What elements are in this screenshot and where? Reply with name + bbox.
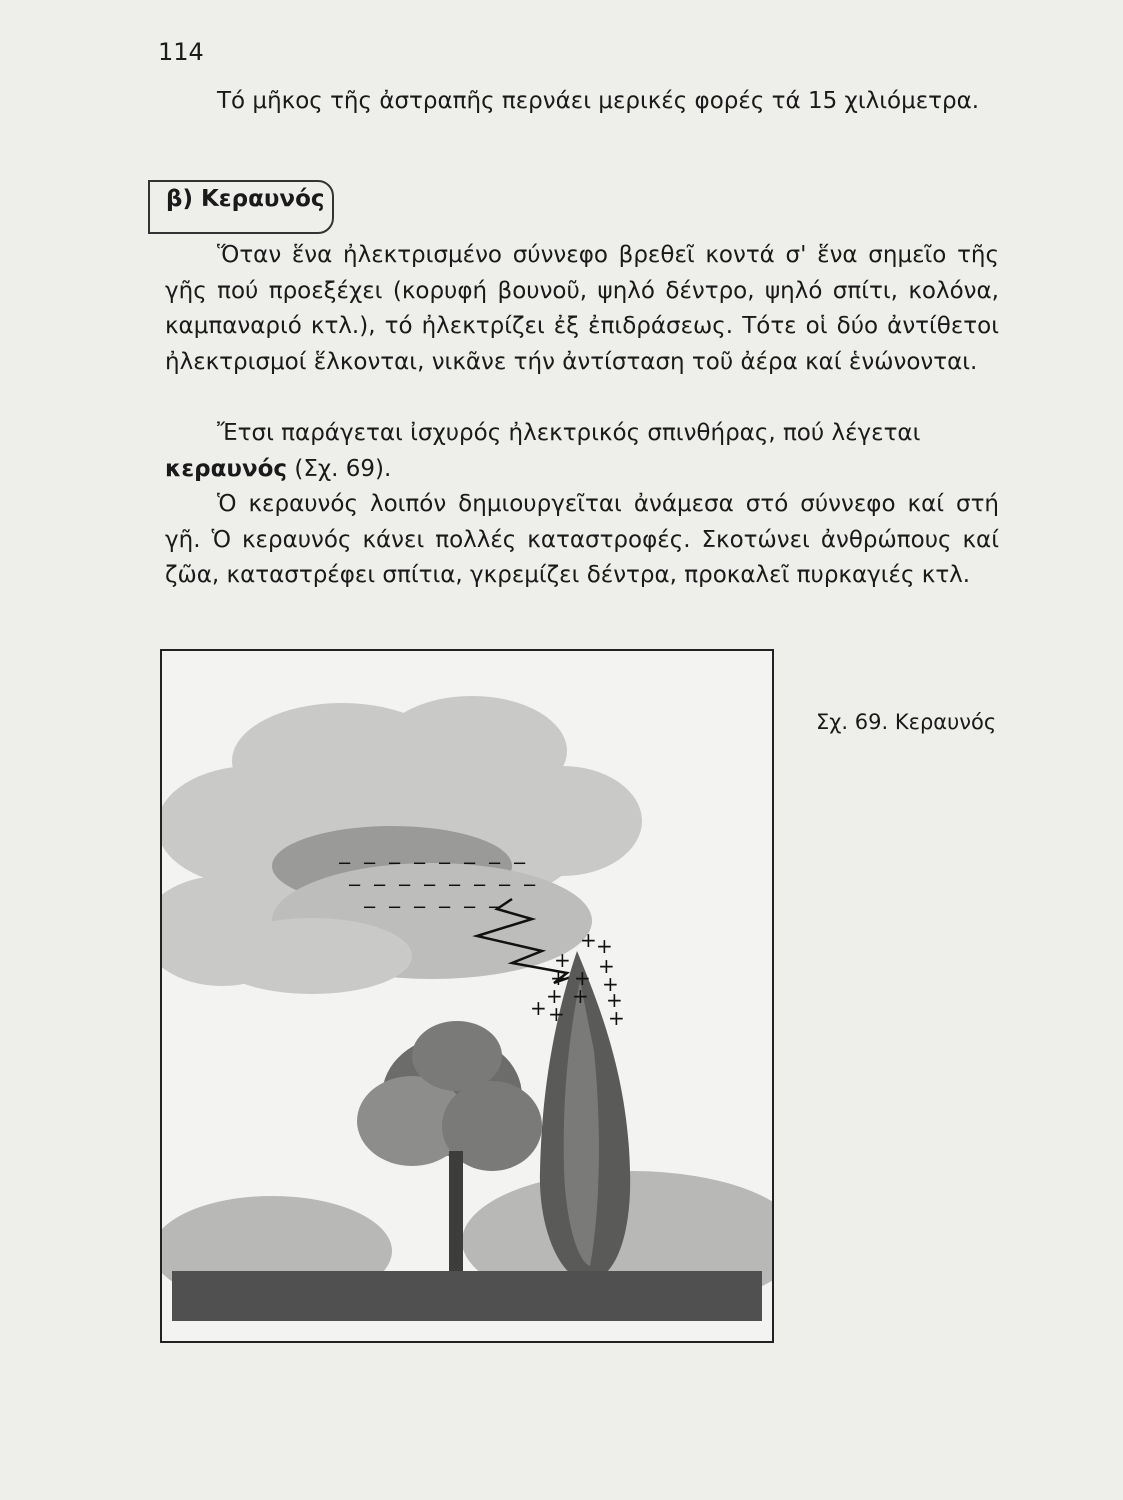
paragraph-charged-cloud: Ὅταν ἕνα ἠλεκτρισμένο σύννεφο βρεθεῖ κοντά σ' ἕνα σημεῖο τῆς γῆς πού προεξέχει (κορυφή βουνοῦ, ψηλό δέντρο, ψηλό σπίτι, κολόνα, καμπαναριό κτλ.), τό ἠλεκτρίζει ἐξ ἐπιδράσεως. Τότε οἱ δύο ἀντίθετοι ἠλεκτρισμοί ἕλκονται, νικᾶνε τήν ἀντίσταση τοῦ ἀέρα καί ἑνώνονται. [165, 242, 999, 375]
positive-charge-mark: + [546, 984, 563, 1008]
positive-charge-mark: + [574, 966, 591, 990]
positive-charge-mark: + [596, 934, 613, 958]
ground [172, 1271, 762, 1321]
negative-charge-mark: − [362, 897, 378, 918]
negative-charge-mark: − [422, 875, 438, 896]
negative-charge-mark: − [437, 853, 453, 874]
lightning-figure [160, 649, 774, 1343]
negative-charge-mark: − [372, 875, 388, 896]
lightning-illustration [162, 651, 772, 1341]
spark-text: Ἔτσι παράγεται ἰσχυρός ἠλεκτρικός σπινθήρας, πού λέγεται [217, 420, 921, 446]
negative-charge-mark: − [472, 875, 488, 896]
negative-charge-mark: − [462, 853, 478, 874]
negative-charge-mark: − [412, 853, 428, 874]
negative-charge-mark: − [487, 897, 503, 918]
negative-charge-mark: − [437, 897, 453, 918]
negative-charge-mark: − [387, 853, 403, 874]
figure-caption: Σχ. 69. Κεραυνός [816, 710, 997, 734]
negative-charge-mark: − [447, 875, 463, 896]
term-keraunos: κεραυνός [165, 455, 288, 482]
page-number: 114 [158, 38, 204, 66]
paragraph-spark [165, 416, 999, 487]
negative-charge-mark: − [412, 897, 428, 918]
positive-charge-mark: + [554, 948, 571, 972]
negative-charge-mark: − [362, 853, 378, 874]
positive-charge-mark: + [530, 996, 547, 1020]
negative-charge-mark: − [462, 897, 478, 918]
negative-charge-mark: − [387, 897, 403, 918]
negative-charge-mark: − [522, 875, 538, 896]
negative-charge-mark: − [347, 875, 363, 896]
paragraph-damage: Ὁ κεραυνός λοιπόν δημιουργεῖται ἀνάμεσα στό σύννεφο καί στή γῆ. Ὁ κεραυνός κάνει πολλές καταστροφές. Σκοτώνει ἀνθρώπους καί ζῶα, καταστρέφει σπίτια, γκρεμίζει δέντρα, προκαλεῖ πυρκαγιές κτλ. [165, 491, 999, 588]
negative-charge-mark: − [487, 853, 503, 874]
positive-charge-mark: + [608, 1006, 625, 1030]
positive-charge-mark: + [602, 972, 619, 996]
negative-charge-mark: − [397, 875, 413, 896]
negative-charge-mark: − [337, 853, 353, 874]
paragraph-lightning-length: Τό μῆκος τῆς ἀστραπῆς περνάει μερικές φορές τά 15 χιλιόμετρα. [217, 88, 980, 114]
section-heading: β) Κεραυνός [166, 186, 325, 212]
positive-charge-mark: + [550, 966, 567, 990]
positive-charge-mark: + [580, 928, 597, 952]
positive-charge-mark: + [606, 988, 623, 1012]
figure-reference: (Σχ. 69). [294, 455, 392, 482]
negative-charge-mark: − [512, 853, 528, 874]
positive-charge-mark: + [598, 954, 615, 978]
positive-charge-mark: + [548, 1002, 565, 1026]
negative-charge-mark: − [497, 875, 513, 896]
positive-charge-mark: + [572, 984, 589, 1008]
